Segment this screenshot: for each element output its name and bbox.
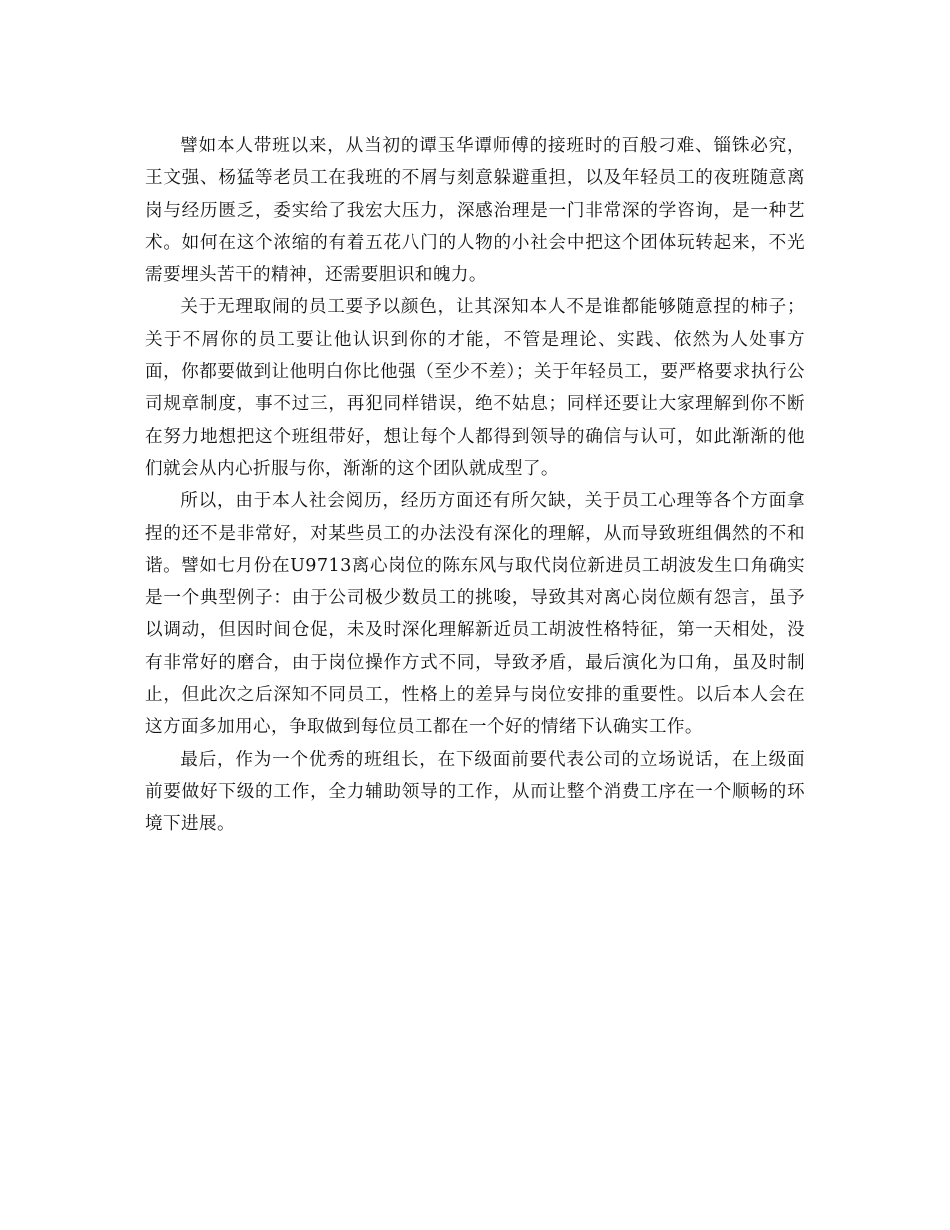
paragraph-1: 譬如本人带班以来，从当初的谭玉华谭师傅的接班时的百般刁难、锱铢必究，王文强、杨猛等老员工在我班的不屑与刻意躲避重担，以及年轻员工的夜班随意离岗与经历匮乏，委实给了我宏大压力，深感治理是一门非常深的学咨询，是一种艺术。如何在这个浓缩的有着五花八门的人物的小社会中把这个团体玩转起来，不光需要埋头苦干的精神，还需要胆识和魄力。 [145,136,805,286]
paragraph-3: 所以，由于本人社会阅历，经历方面还有所欠缺，关于员工心理等各个方面拿捏的还不是非常好，对某些员工的办法没有深化的理解，从而导致班组偶然的不和谐。譬如七月份在U9713离心岗位的陈东风与取代岗位新进员工胡波发生口角确实是一个典型例子：由于公司极少数员工的挑唆，导致其对离心岗位颇有怨言，虽予以调动，但因时间仓促，未及时深化理解新近员工胡波性格特征，第一天相处，没有非常好的磨合，由于岗位操作方式不同，导致矛盾，最后演化为口角，虽及时制止，但此次之后深知不同员工，性格上的差异与岗位安排的重要性。以后本人会在这方面多加用心，争取做到每位员工都在一个好的情绪下认确实工作。 [145,491,805,738]
paragraph-4: 最后，作为一个优秀的班组长，在下级面前要代表公司的立场说话，在上级面前要做好下级的工作，全力辅助领导的工作，从而让整个消费工序在一个顺畅的环境下进展。 [145,749,805,835]
paragraph-2: 关于无理取闹的员工要予以颜色，让其深知本人不是谁都能够随意捏的柿子；关于不屑你的员工要让他认识到你的才能，不管是理论、实践、依然为人处事方面，你都要做到让他明白你比他强（至少不差）；关于年轻员工，要严格要求执行公司规章制度，事不过三，再犯同样错误，绝不姑息；同样还要让大家理解到你不断在努力地想把这个班组带好，想让每个人都得到领导的确信与认可，如此渐渐的他们就会从内心折服与你，渐渐的这个团队就成型了。 [145,297,805,479]
document-body [145,130,805,841]
